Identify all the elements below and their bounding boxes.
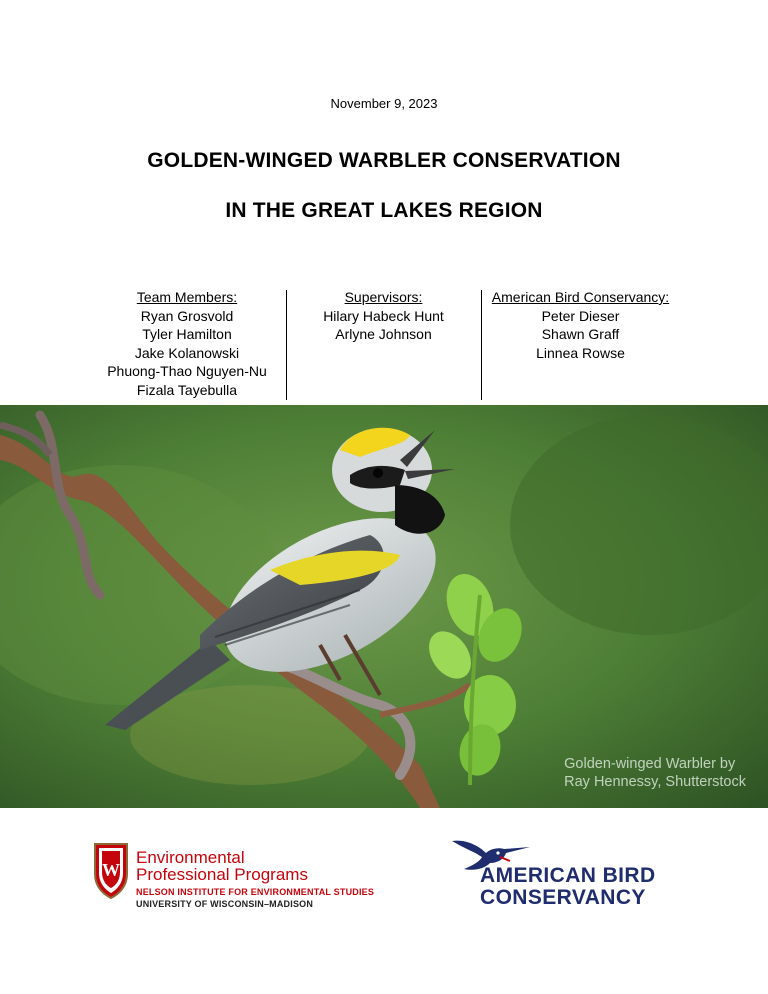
title-line-1: GOLDEN-WINGED WARBLER CONSERVATION — [147, 149, 621, 172]
supervisors-column — [286, 288, 481, 344]
abc-contact: Shawn Graff — [541, 326, 620, 342]
abc-contacts-heading: American Bird Conservancy: — [491, 289, 670, 305]
epp-logo — [92, 840, 392, 915]
abc-logo-line-1: AMERICAN BIRD — [480, 864, 656, 887]
abc-contact: Peter Dieser — [541, 307, 620, 324]
team-members-column — [88, 288, 286, 399]
supervisor: Hilary Habeck Hunt — [323, 307, 444, 324]
team-member: Phuong-Thao Nguyen-Nu — [107, 363, 267, 379]
team-member: Jake Kolanowski — [134, 344, 240, 361]
photo-credit-line: Golden-winged Warbler by — [564, 756, 736, 772]
supervisors-heading: Supervisors: — [344, 289, 423, 305]
team-member: Tyler Hamilton — [142, 326, 232, 342]
abc-contact: Linnea Rowse — [536, 344, 625, 361]
abc-contacts-column — [481, 288, 680, 362]
epp-line-3: NELSON INSTITUTE FOR ENVIRONMENTAL STUDIES — [136, 887, 375, 897]
epp-line-4: UNIVERSITY OF WISCONSIN–MADISON — [136, 899, 314, 909]
team-member: Fizala Tayebulla — [136, 381, 238, 398]
warbler-photo — [0, 405, 768, 808]
epp-line-2: Professional Programs — [136, 865, 308, 884]
report-date: November 9, 2023 — [330, 96, 438, 111]
uw-crest-icon — [92, 840, 130, 900]
photo-credit — [564, 755, 746, 791]
team-members-heading: Team Members: — [136, 289, 238, 305]
title-line-2: IN THE GREAT LAKES REGION — [225, 199, 543, 222]
team-member: Ryan Grosvold — [140, 307, 234, 324]
crest-letter: W — [102, 860, 120, 880]
epp-line-1: Environmental — [136, 848, 245, 867]
photo-credit-line: Ray Hennessy, Shutterstock — [564, 774, 746, 790]
credits-columns — [88, 288, 680, 400]
supervisor: Arlyne Johnson — [335, 326, 432, 342]
abc-logo-line-2: CONSERVANCY — [480, 886, 646, 909]
abc-logo — [450, 835, 670, 915]
